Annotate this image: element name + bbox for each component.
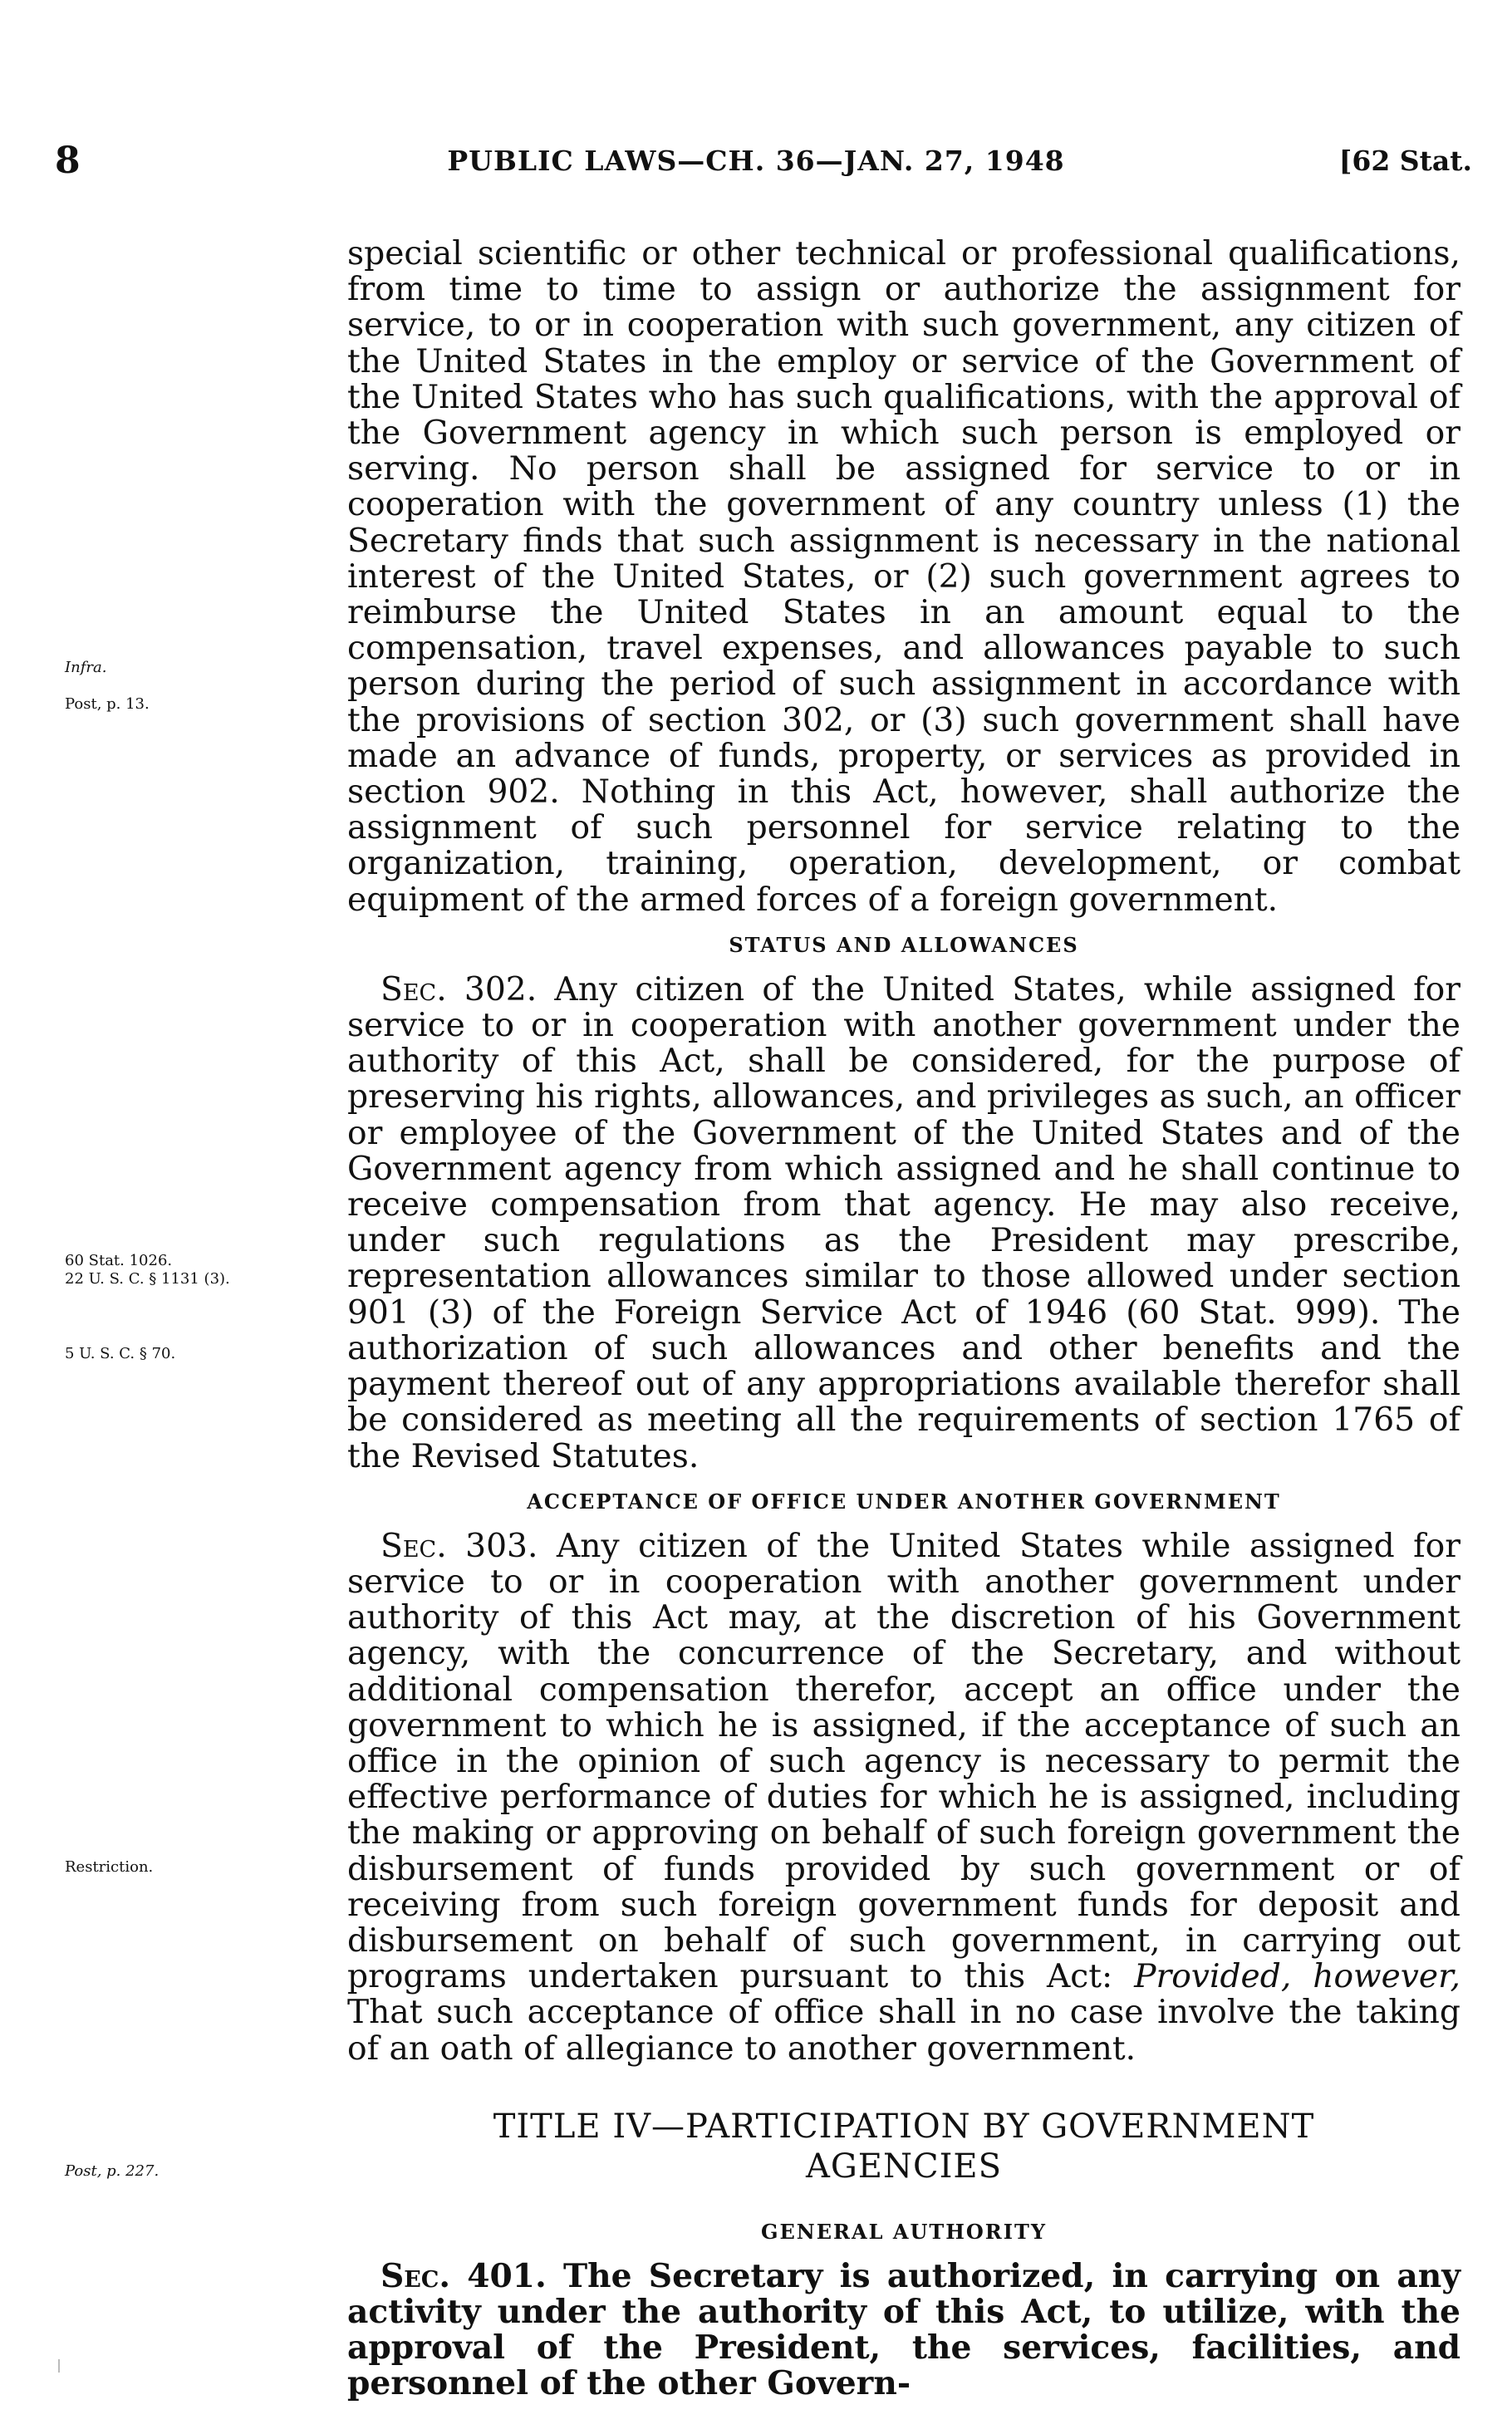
section-302-paragraph <box>347 972 1460 1475</box>
running-title: PUBLIC LAWS—CH. 36—JAN. 27, 1948 <box>447 145 1065 177</box>
margin-note-stat-1026: 60 Stat. 1026. <box>65 1252 173 1269</box>
statute-reference: [62 Stat. <box>1338 145 1472 177</box>
section-heading-acceptance: ACCEPTANCE OF OFFICE UNDER ANOTHER GOVERNMENT <box>527 1489 1281 1514</box>
document-body <box>347 236 1460 2402</box>
section-303-end: That such acceptance of office shall in no case involve the taking of an oath of allegiance to another government. <box>347 1994 1460 2068</box>
section-heading-status: STATUS AND ALLOWANCES <box>729 932 1079 957</box>
page-number: 8 <box>55 140 81 182</box>
page-header <box>0 140 1512 186</box>
title-iv-heading <box>347 2107 1460 2186</box>
title-iv-line-2: AGENCIES <box>805 2147 1003 2186</box>
section-401-text: The Secretary is authorized, in carrying on any activity under the authority of this Act, to utilize, with the approval of the President, the services, facilities, and personnel of the other Govern- <box>347 2256 1460 2403</box>
margin-note-post-227: Post, p. 227. <box>65 2162 160 2180</box>
margin-note-post-13: Post, p. 13. <box>65 695 150 713</box>
margin-note-usc-1131: 22 U. S. C. § 1131 (3). <box>65 1270 230 1288</box>
margin-note-usc-70: 5 U. S. C. § 70. <box>65 1345 176 1362</box>
title-iv-line-1: TITLE IV—PARTICIPATION BY GOVERNMENT <box>493 2107 1315 2146</box>
scan-artifact-mark <box>58 2359 60 2373</box>
section-401-paragraph <box>347 2256 1460 2403</box>
margin-note-infra: Infra. <box>65 659 107 676</box>
intro-paragraph: special scientific or other technical or professional qualifications, from time to time to assign or authorize the assignment for service, to or in cooperation with such government, any citizen of the United States in the employ or service of the Government of the United States who has such qualifications, with the approval of the Government agency in which such person is employed or serving. No person shall be assigned for service to or in cooperation with the government of any country unless (1) the Secretary finds that such assignment is necessary in the national interest of the United States, or (2) such government agrees to reimburse the United States in an amount equal to the compensation, travel expenses, and allowances payable to such person during the period of such assignment in accordance with the provisions of section 302, or (3) such government shall have made an advance of funds, property, or services as provided in section 902. Nothing in this Act, however, shall authorize the assignment of such personnel for service relating to the organization, training, operation, development, or combat equipment of the armed forces of a foreign government. <box>347 235 1460 919</box>
section-302-text: Any citizen of the United States, while assigned for service to or in cooperation with another government under the authority of this Act, shall be considered, for the purpose of preserving his rights, allowances, and privileges as such, an officer or employee of the Government of the United States and of the Government agency from which assigned and he shall continue to receive compensation from that agency. He may also receive, under such regulations as the President may prescribe, representation allowances similar to those allowed under section 901 (3) of the Foreign Service Act of 1946 (60 Stat. 999). The authorization of such allowances and other benefits and the payment thereof out of any appropriations available therefor shall be considered as meeting all the requirements of section 1765 of the Revised Statutes. <box>347 970 1460 1475</box>
section-heading-general: GENERAL AUTHORITY <box>761 2219 1047 2244</box>
section-303-label: Sec. 303. <box>380 1527 538 1565</box>
margin-note-restriction: Restriction. <box>65 1858 154 1876</box>
section-303-proviso: Provided, however, <box>1134 1958 1460 1996</box>
section-303-paragraph <box>347 1529 1460 2067</box>
section-303-text: Any citizen of the United States while assigned for service to or in cooperation with another government under authority of this Act may, at the discretion of his Government agency, with the concurrence of the Secretary, and without additional compensation therefor, accept an office under the government to which he is assigned, if the acceptance of such an office in the opinion of such agency is necessary to permit the effective performance of duties for which he is assigned, including the making or approving on behalf of such foreign government the disbursement of funds provided by such government or of receiving from such foreign government funds for deposit and disbursement on behalf of such government, in carrying out programs undertaken pursuant to this Act: <box>347 1527 1460 1996</box>
section-401-label: Sec. 401. <box>380 2256 547 2295</box>
section-302-label: Sec. 302. <box>380 970 538 1008</box>
